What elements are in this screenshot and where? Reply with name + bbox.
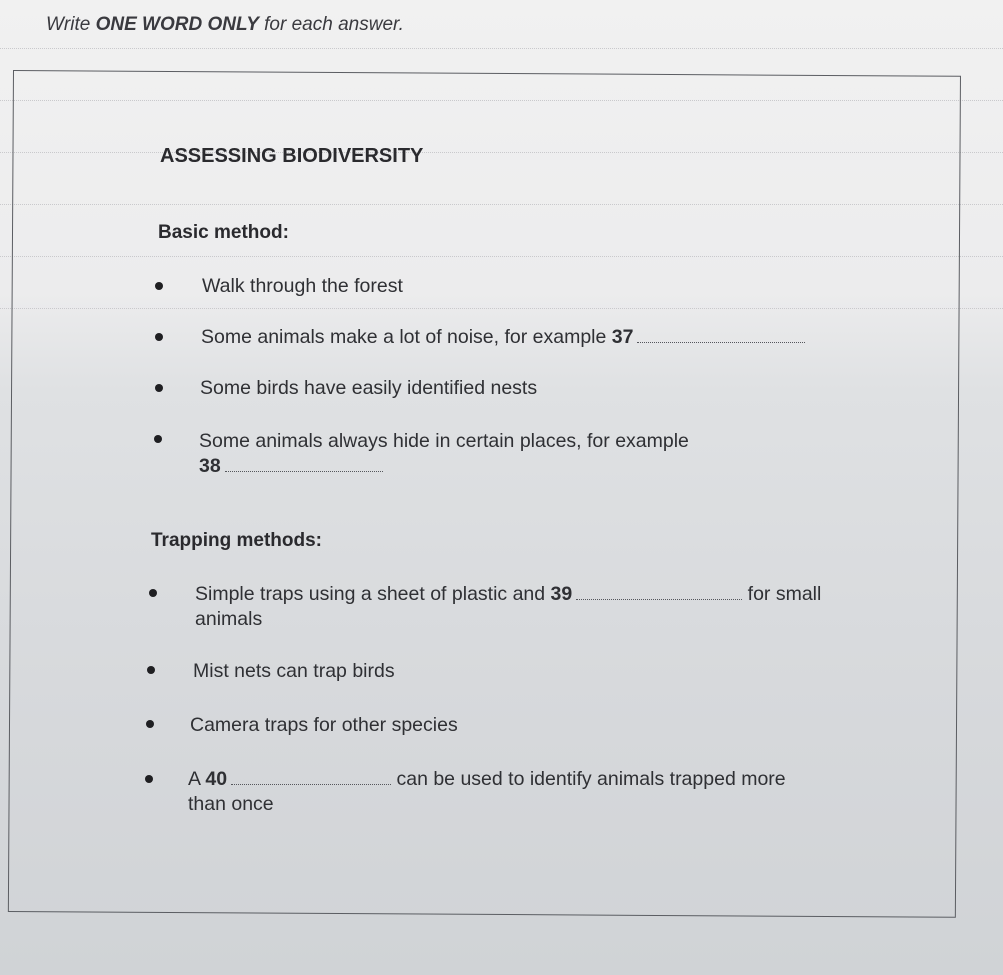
bullet-dot (155, 282, 163, 290)
instruction-prefix: Write (46, 14, 96, 35)
basic-method-title: Basic method: (158, 222, 289, 243)
answer-blank-39[interactable] (576, 598, 742, 600)
instruction-emphasis: ONE WORD ONLY (95, 14, 259, 35)
trapping-methods-title: Trapping methods: (151, 530, 322, 551)
basic-item-2-text: Some animals make a lot of noise, for example (201, 326, 607, 348)
bullet-dot (146, 720, 154, 728)
basic-item-4-text: Some animals always hide in certain places, for example (199, 430, 689, 452)
trapping-item-2 (193, 659, 395, 684)
trapping-item-2-text: Mist nets can trap birds (193, 660, 395, 682)
trapping-item-4-after: can be used to identify animals trapped more (396, 768, 786, 790)
trapping-item-4-text: A (188, 768, 200, 790)
trapping-item-1 (195, 582, 821, 632)
basic-item-1 (202, 274, 403, 299)
answer-blank-37[interactable] (637, 341, 805, 343)
trapping-item-1-line2: animals (195, 608, 263, 630)
bullet-dot (155, 384, 163, 392)
instruction-text (46, 14, 404, 36)
instruction-suffix: for each answer. (258, 14, 404, 35)
trapping-item-1-after: for small (747, 583, 822, 605)
bullet-dot (147, 666, 155, 674)
trapping-item-1-text: Simple traps using a sheet of plastic and (195, 583, 546, 605)
basic-item-4 (199, 429, 689, 479)
bullet-dot (145, 775, 153, 783)
question-number-39: 39 (550, 583, 573, 605)
answer-blank-38[interactable] (225, 470, 383, 472)
trapping-item-3-text: Camera traps for other species (190, 714, 458, 736)
ruled-line (0, 48, 1003, 49)
basic-item-3-text: Some birds have easily identified nests (200, 377, 538, 399)
answer-blank-40[interactable] (231, 783, 391, 785)
bullet-dot (149, 589, 157, 597)
basic-item-3 (200, 376, 537, 401)
trapping-item-4-line2: than once (188, 793, 274, 815)
bullet-dot (154, 435, 162, 443)
question-number-38: 38 (199, 455, 221, 477)
question-number-37: 37 (611, 326, 634, 348)
page-title: ASSESSING BIODIVERSITY (160, 145, 424, 167)
basic-item-2 (201, 325, 805, 350)
question-number-40: 40 (205, 768, 228, 790)
trapping-item-4 (188, 767, 786, 817)
trapping-item-3 (190, 713, 458, 738)
basic-item-1-text: Walk through the forest (202, 275, 403, 297)
bullet-dot (155, 333, 163, 341)
